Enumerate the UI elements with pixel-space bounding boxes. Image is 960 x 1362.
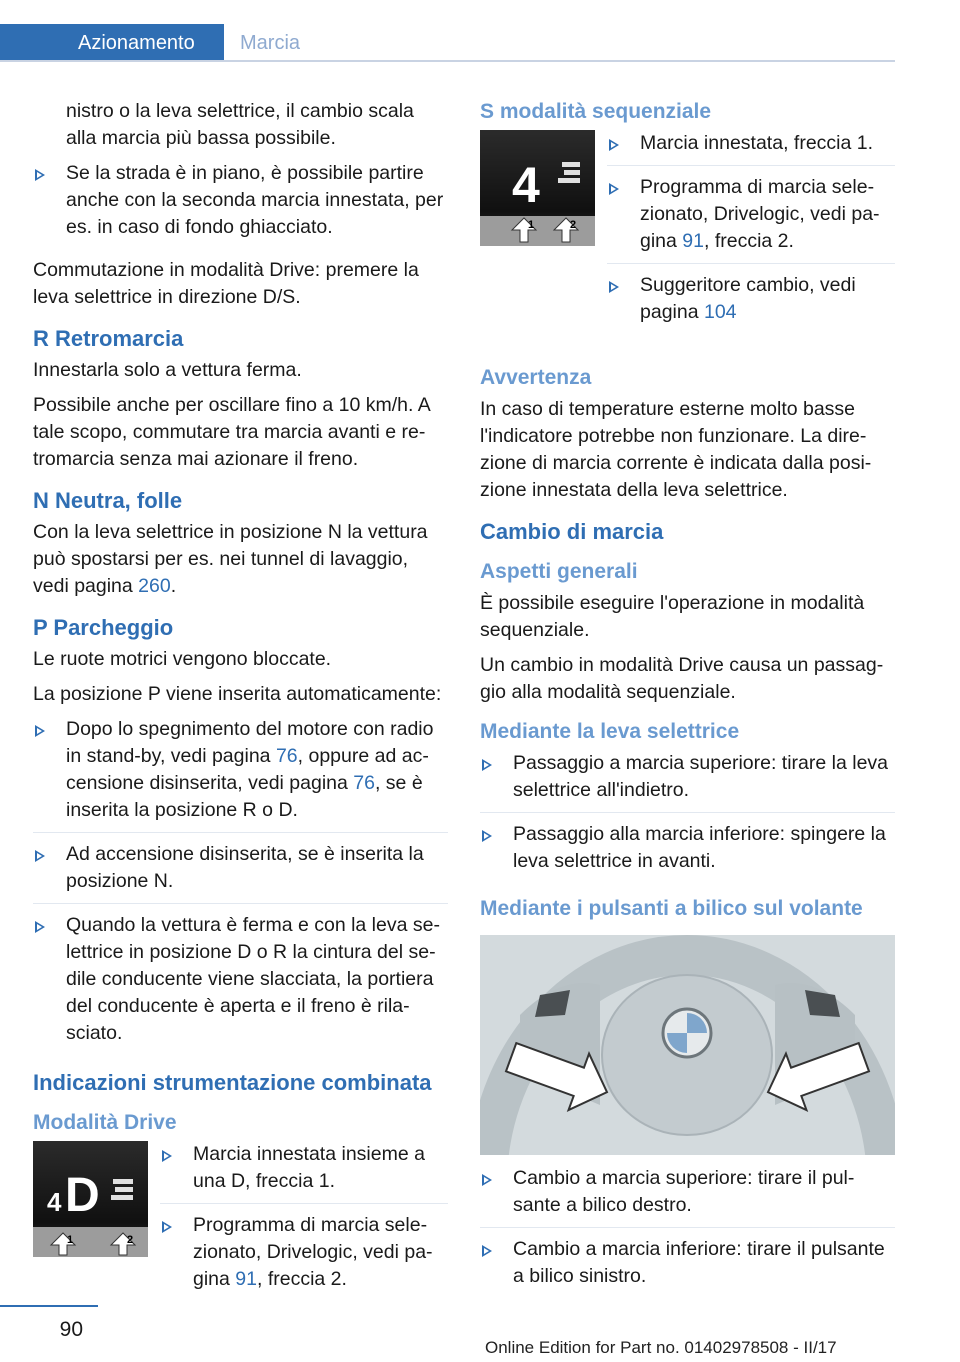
gear-shift-heading: Cambio di marcia — [480, 519, 664, 544]
bullet-triangle-icon — [162, 1221, 172, 1233]
sequential-figure-row — [480, 130, 895, 342]
reverse-heading: R Retromarcia — [33, 326, 184, 351]
list-item: Cambio a marcia inferiore: tirare il pulsante a bilico sinistro. — [480, 1236, 895, 1298]
bullet-triangle-icon — [35, 725, 45, 737]
warning-text: In caso di temperature esterne molto basse l'indicatore potrebbe non funzionare. La direzione di marcia corrente è indicata dalla posizione innestata della leva selettrice. — [480, 398, 872, 501]
paddle-list — [480, 1165, 895, 1298]
edition-text: Online Edition for Part no. 01402978508 - II/17 — [485, 1338, 837, 1357]
sequential-heading: S modalità sequenziale — [480, 100, 712, 123]
park-heading: P Parcheggio — [33, 615, 174, 640]
list-item: Programma di marcia selezionato, Drivelogic, vedi pagina 91, freccia 2. — [160, 1212, 448, 1301]
bullet-triangle-icon — [482, 1245, 492, 1257]
arrow-label-2: 2 — [127, 1234, 134, 1246]
list-item: Se la strada è in piano, è possibile partire anche con la seconda marcia innestata, per es. in caso di fondo ghiacciato. — [33, 160, 448, 249]
list-item: Passaggio a marcia superiore: tirare la leva selettrice all'indietro. — [480, 750, 895, 813]
gear-number: 4 — [512, 157, 540, 213]
bullet-triangle-icon — [482, 759, 492, 771]
list-item: Passaggio alla marcia inferiore: spingere la leva selettrice in avanti. — [480, 821, 895, 883]
warning-heading: Avvertenza — [480, 366, 592, 389]
page-link[interactable]: 260 — [138, 575, 171, 597]
arrow-label-1: 1 — [67, 1234, 74, 1246]
list-item: Quando la vettura è ferma e con la leva selettrice in posizione D o R la cintura del sedile conducente viene slacciata, la portiera del conducente è aperta e il freno è rilasciato. — [33, 912, 448, 1055]
sequential-display-graphic — [480, 130, 595, 246]
list-item: Programma di marcia selezionato, Drivelogic, vedi pagina 91, freccia 2. — [607, 174, 895, 264]
list-item: Ad accensione disinserita, se è inserita la posizione N. — [33, 841, 448, 904]
bullet-triangle-icon — [482, 830, 492, 842]
page-link[interactable]: 91 — [682, 230, 704, 252]
drive-mode-list — [160, 1141, 448, 1301]
drive-display-graphic — [33, 1141, 148, 1257]
bullet-triangle-icon — [609, 281, 619, 293]
drive-display-image — [33, 1141, 148, 1257]
bullet-triangle-icon — [35, 850, 45, 862]
drive-switch-text: Commutazione in modalità Drive: premere la leva selettrice in direzione D/S. — [33, 259, 419, 308]
bullet-triangle-icon — [35, 169, 45, 181]
bullet-triangle-icon — [482, 1174, 492, 1186]
list-item: Dopo lo spegnimento del motore con radio in stand-by, vedi pagina 76, oppure ad accensione disinserita, vedi pagina 76, se è inserita la posizione R o D. — [33, 716, 448, 833]
header-rule — [0, 60, 895, 62]
page-footer — [0, 1300, 960, 1362]
reverse-text-1: Innestarla solo a vettura ferma. — [33, 359, 302, 381]
park-text-2: La posizione P viene inserita automaticamente: — [33, 683, 442, 705]
sequential-list — [607, 130, 895, 334]
page-link[interactable]: 76 — [353, 772, 375, 794]
steering-wheel-graphic — [480, 935, 895, 1155]
left-column — [33, 98, 448, 1309]
right-column — [480, 98, 895, 1306]
sequential-display-image — [480, 130, 595, 246]
general-text-2: Un cambio in modalità Drive causa un passaggio alla modalità sequenziale. — [480, 654, 884, 703]
mode-letter: D — [65, 1169, 100, 1222]
neutral-heading: N Neutra, folle — [33, 488, 183, 513]
intro-list — [33, 160, 448, 249]
page-header — [0, 0, 960, 62]
drive-mode-figure-row — [33, 1141, 448, 1309]
lever-list — [480, 750, 895, 883]
section-tab[interactable]: Azionamento — [0, 24, 224, 62]
bullet-triangle-icon — [609, 139, 619, 151]
page-number: 90 — [59, 1318, 83, 1341]
arrow-label-1: 1 — [528, 219, 535, 231]
intro-continuation: nistro o la leva selettrice, il cambio scala alla marcia più bassa possibile. — [66, 100, 414, 149]
list-item: Cambio a marcia superiore: tirare il pulsante a bilico destro. — [480, 1165, 895, 1228]
footer-rule — [0, 1305, 98, 1307]
instrument-heading: Indicazioni strumentazione combinata — [33, 1070, 432, 1095]
bullet-triangle-icon — [609, 183, 619, 195]
list-item: Marcia innestata, freccia 1. — [607, 130, 895, 166]
general-text-1: È possibile eseguire l'operazione in modalità sequenziale. — [480, 592, 865, 641]
lever-heading: Mediante la leva selettrice — [480, 720, 740, 743]
page-link[interactable]: 91 — [235, 1268, 257, 1290]
bullet-triangle-icon — [35, 921, 45, 933]
list-item: Marcia innestata insieme a una D, freccia 1. — [160, 1141, 448, 1204]
list-item: Suggeritore cambio, vedi pagina 104 — [607, 272, 895, 334]
drive-mode-heading: Modalità Drive — [33, 1111, 177, 1134]
drive-mode-text — [148, 1141, 448, 1309]
sequential-text — [595, 130, 895, 342]
bullet-triangle-icon — [162, 1150, 172, 1162]
arrow-label-2: 2 — [570, 219, 577, 231]
page-link[interactable]: 76 — [275, 745, 298, 767]
park-text-1: Le ruote motrici vengono bloccate. — [33, 648, 332, 670]
park-list — [33, 716, 448, 1055]
page-link[interactable]: 104 — [703, 301, 737, 323]
subsection-tab[interactable]: Marcia — [240, 32, 301, 54]
gear-number: 4 — [47, 1187, 62, 1217]
general-heading: Aspetti generali — [480, 560, 638, 583]
steering-wheel-image — [480, 935, 895, 1155]
reverse-text-2: Possibile anche per oscillare fino a 10 km/h. A tale scopo, commutare tra marcia avanti e retromarcia senza mai azionare il freno. — [33, 394, 430, 470]
paddle-heading: Mediante i pulsanti a bilico sul volante — [480, 897, 863, 920]
neutral-text: Con la leva selettrice in posizione N la vettura può spostarsi per es. nei tunnel di lavaggio, vedi pagina 260. — [33, 521, 428, 597]
